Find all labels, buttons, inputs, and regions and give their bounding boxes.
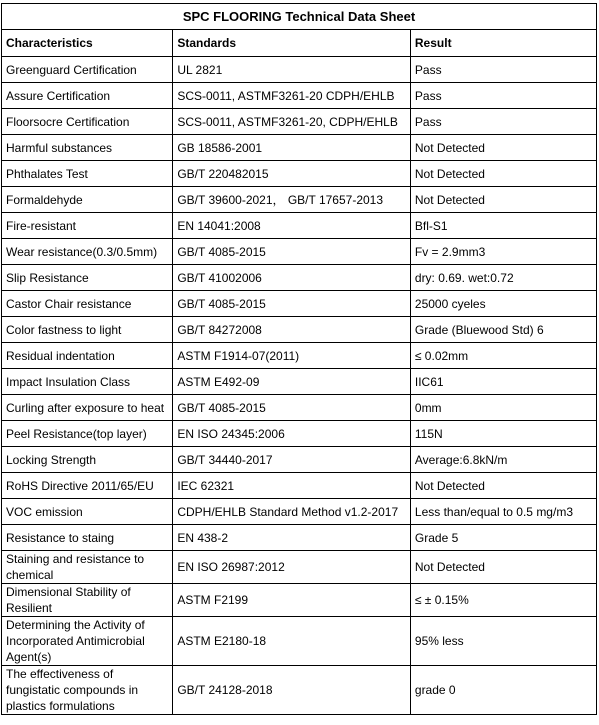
standard-cell: CDPH/EHLB Standard Method v1.2-2017 bbox=[173, 499, 411, 525]
characteristic-cell: RoHS Directive 2011/65/EU bbox=[2, 473, 173, 499]
characteristic-cell: Peel Resistance(top layer) bbox=[2, 421, 173, 447]
result-cell: 25000 cyeles bbox=[410, 291, 596, 317]
result-cell: Pass bbox=[410, 57, 596, 83]
characteristic-cell: Harmful substances bbox=[2, 135, 173, 161]
standard-cell: UL 2821 bbox=[173, 57, 411, 83]
table-row bbox=[2, 187, 597, 213]
table-row bbox=[2, 617, 597, 666]
standard-cell: GB/T 41002006 bbox=[173, 265, 411, 291]
table-row bbox=[2, 395, 597, 421]
standard-cell: SCS-0011, ASTMF3261-20 CDPH/EHLB bbox=[173, 83, 411, 109]
result-cell: dry: 0.69. wet:0.72 bbox=[410, 265, 596, 291]
header-result: Result bbox=[410, 30, 596, 57]
standard-cell: IEC 62321 bbox=[173, 473, 411, 499]
standard-cell: EN 438-2 bbox=[173, 525, 411, 551]
table-title: SPC FLOORING Technical Data Sheet bbox=[2, 4, 597, 30]
result-cell: ≤ ± 0.15% bbox=[410, 584, 596, 617]
table-row bbox=[2, 83, 597, 109]
table-body bbox=[2, 4, 597, 715]
table-row bbox=[2, 135, 597, 161]
table-row bbox=[2, 666, 597, 715]
table-row bbox=[2, 213, 597, 239]
standard-cell: ASTM E492-09 bbox=[173, 369, 411, 395]
characteristic-cell: Staining and resistance to chemical bbox=[2, 551, 173, 584]
result-cell: Grade 5 bbox=[410, 525, 596, 551]
technical-data-table bbox=[1, 3, 597, 715]
characteristic-cell: Dimensional Stability of Resilient bbox=[2, 584, 173, 617]
result-cell: Bfl-S1 bbox=[410, 213, 596, 239]
characteristic-cell: Resistance to staing bbox=[2, 525, 173, 551]
characteristic-cell: Fire-resistant bbox=[2, 213, 173, 239]
result-cell: Average:6.8kN/m bbox=[410, 447, 596, 473]
standard-cell: ASTM E2180-18 bbox=[173, 617, 411, 666]
table-row bbox=[2, 161, 597, 187]
table-row bbox=[2, 551, 597, 584]
characteristic-cell: VOC emission bbox=[2, 499, 173, 525]
table-row bbox=[2, 525, 597, 551]
characteristic-cell: Assure Certification bbox=[2, 83, 173, 109]
result-cell: 0mm bbox=[410, 395, 596, 421]
header-standards: Standards bbox=[173, 30, 411, 57]
result-cell: Pass bbox=[410, 83, 596, 109]
table-row bbox=[2, 369, 597, 395]
standard-cell: GB/T 84272008 bbox=[173, 317, 411, 343]
standard-cell: ASTM F2199 bbox=[173, 584, 411, 617]
table-row bbox=[2, 499, 597, 525]
standard-cell: GB/T 4085-2015 bbox=[173, 239, 411, 265]
result-cell: grade 0 bbox=[410, 666, 596, 715]
characteristic-cell: Formaldehyde bbox=[2, 187, 173, 213]
result-cell: Not Detected bbox=[410, 135, 596, 161]
result-cell: ≤ 0.02mm bbox=[410, 343, 596, 369]
table-row bbox=[2, 317, 597, 343]
header-characteristics: Characteristics bbox=[2, 30, 173, 57]
standard-cell: GB/T 24128-2018 bbox=[173, 666, 411, 715]
standard-cell: GB/T 39600-2021， GB/T 17657-2013 bbox=[173, 187, 411, 213]
characteristic-cell: Greenguard Certification bbox=[2, 57, 173, 83]
result-cell: Not Detected bbox=[410, 551, 596, 584]
result-cell: Pass bbox=[410, 109, 596, 135]
characteristic-cell: Castor Chair resistance bbox=[2, 291, 173, 317]
result-cell: Not Detected bbox=[410, 161, 596, 187]
characteristic-cell: Residual indentation bbox=[2, 343, 173, 369]
standard-cell: GB/T 4085-2015 bbox=[173, 395, 411, 421]
result-cell: 95% less bbox=[410, 617, 596, 666]
title-row bbox=[2, 4, 597, 30]
header-row bbox=[2, 30, 597, 57]
data-sheet bbox=[1, 3, 597, 715]
table-row bbox=[2, 447, 597, 473]
table-row bbox=[2, 291, 597, 317]
characteristic-cell: Curling after exposure to heat bbox=[2, 395, 173, 421]
characteristic-cell: Color fastness to light bbox=[2, 317, 173, 343]
result-cell: Less than/equal to 0.5 mg/m3 bbox=[410, 499, 596, 525]
standard-cell: EN ISO 26987:2012 bbox=[173, 551, 411, 584]
result-cell: Not Detected bbox=[410, 473, 596, 499]
characteristic-cell: The effectiveness of fungistatic compounds in plastics formulations bbox=[2, 666, 173, 715]
result-cell: 115N bbox=[410, 421, 596, 447]
standard-cell: GB/T 34440-2017 bbox=[173, 447, 411, 473]
table-row bbox=[2, 473, 597, 499]
table-row bbox=[2, 343, 597, 369]
table-row bbox=[2, 584, 597, 617]
table-row bbox=[2, 265, 597, 291]
result-cell: IIC61 bbox=[410, 369, 596, 395]
characteristic-cell: Impact Insulation Class bbox=[2, 369, 173, 395]
standard-cell: EN ISO 24345:2006 bbox=[173, 421, 411, 447]
table-row bbox=[2, 109, 597, 135]
table-row bbox=[2, 421, 597, 447]
characteristic-cell: Floorsocre Certification bbox=[2, 109, 173, 135]
standard-cell: GB 18586-2001 bbox=[173, 135, 411, 161]
table-row bbox=[2, 239, 597, 265]
standard-cell: GB/T 220482015 bbox=[173, 161, 411, 187]
standard-cell: SCS-0011, ASTMF3261-20, CDPH/EHLB bbox=[173, 109, 411, 135]
characteristic-cell: Slip Resistance bbox=[2, 265, 173, 291]
characteristic-cell: Locking Strength bbox=[2, 447, 173, 473]
characteristic-cell: Phthalates Test bbox=[2, 161, 173, 187]
table-row bbox=[2, 57, 597, 83]
characteristic-cell: Determining the Activity of Incorporated Antimicrobial Agent(s) bbox=[2, 617, 173, 666]
standard-cell: EN 14041:2008 bbox=[173, 213, 411, 239]
standard-cell: ASTM F1914-07(2011) bbox=[173, 343, 411, 369]
standard-cell: GB/T 4085-2015 bbox=[173, 291, 411, 317]
result-cell: Fv = 2.9mm3 bbox=[410, 239, 596, 265]
result-cell: Grade (Bluewood Std) 6 bbox=[410, 317, 596, 343]
characteristic-cell: Wear resistance(0.3/0.5mm) bbox=[2, 239, 173, 265]
result-cell: Not Detected bbox=[410, 187, 596, 213]
